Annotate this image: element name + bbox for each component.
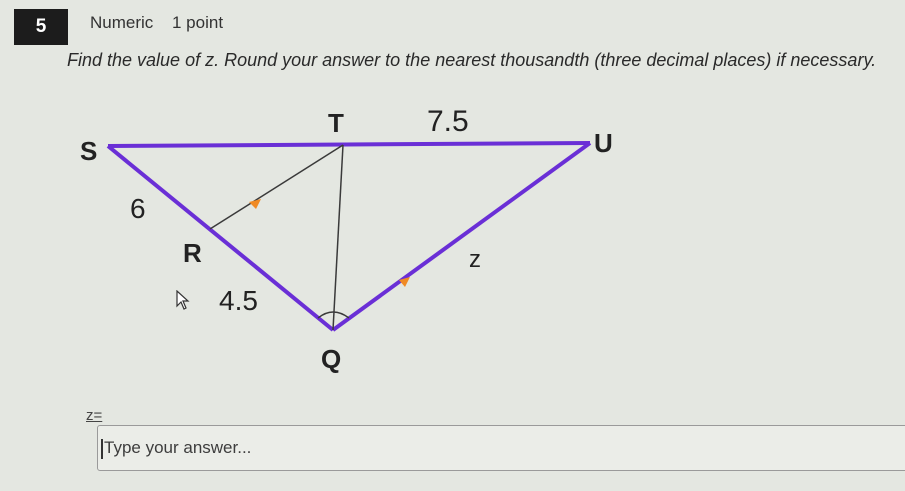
segment-label-RQ: 4.5 <box>219 285 258 316</box>
segment-label-SR: 6 <box>130 193 146 224</box>
text-caret <box>101 439 103 459</box>
vertex-label-T: T <box>328 108 344 138</box>
segment-QU <box>333 143 590 330</box>
segment-TQ <box>333 145 343 330</box>
segment-label-QU: z <box>469 246 481 273</box>
answer-label: z= <box>86 407 103 424</box>
question-type: Numeric <box>90 13 154 32</box>
segment-SU <box>108 143 590 146</box>
vertex-label-R: R <box>183 238 202 268</box>
question-number: 5 <box>14 9 68 45</box>
segment-label-TU: 7.5 <box>427 105 469 138</box>
question-points: 1 point <box>172 13 224 32</box>
question-prompt: Find the value of z. Round your answer to the nearest thousandth (three decimal places) if necessary. <box>67 50 877 70</box>
vertex-label-Q: Q <box>321 344 342 374</box>
vertex-label-U: U <box>594 128 613 158</box>
segment-RT <box>210 145 343 229</box>
answer-input[interactable] <box>97 425 905 471</box>
vertex-label-S: S <box>80 136 98 166</box>
mouse-pointer-icon <box>176 290 192 312</box>
